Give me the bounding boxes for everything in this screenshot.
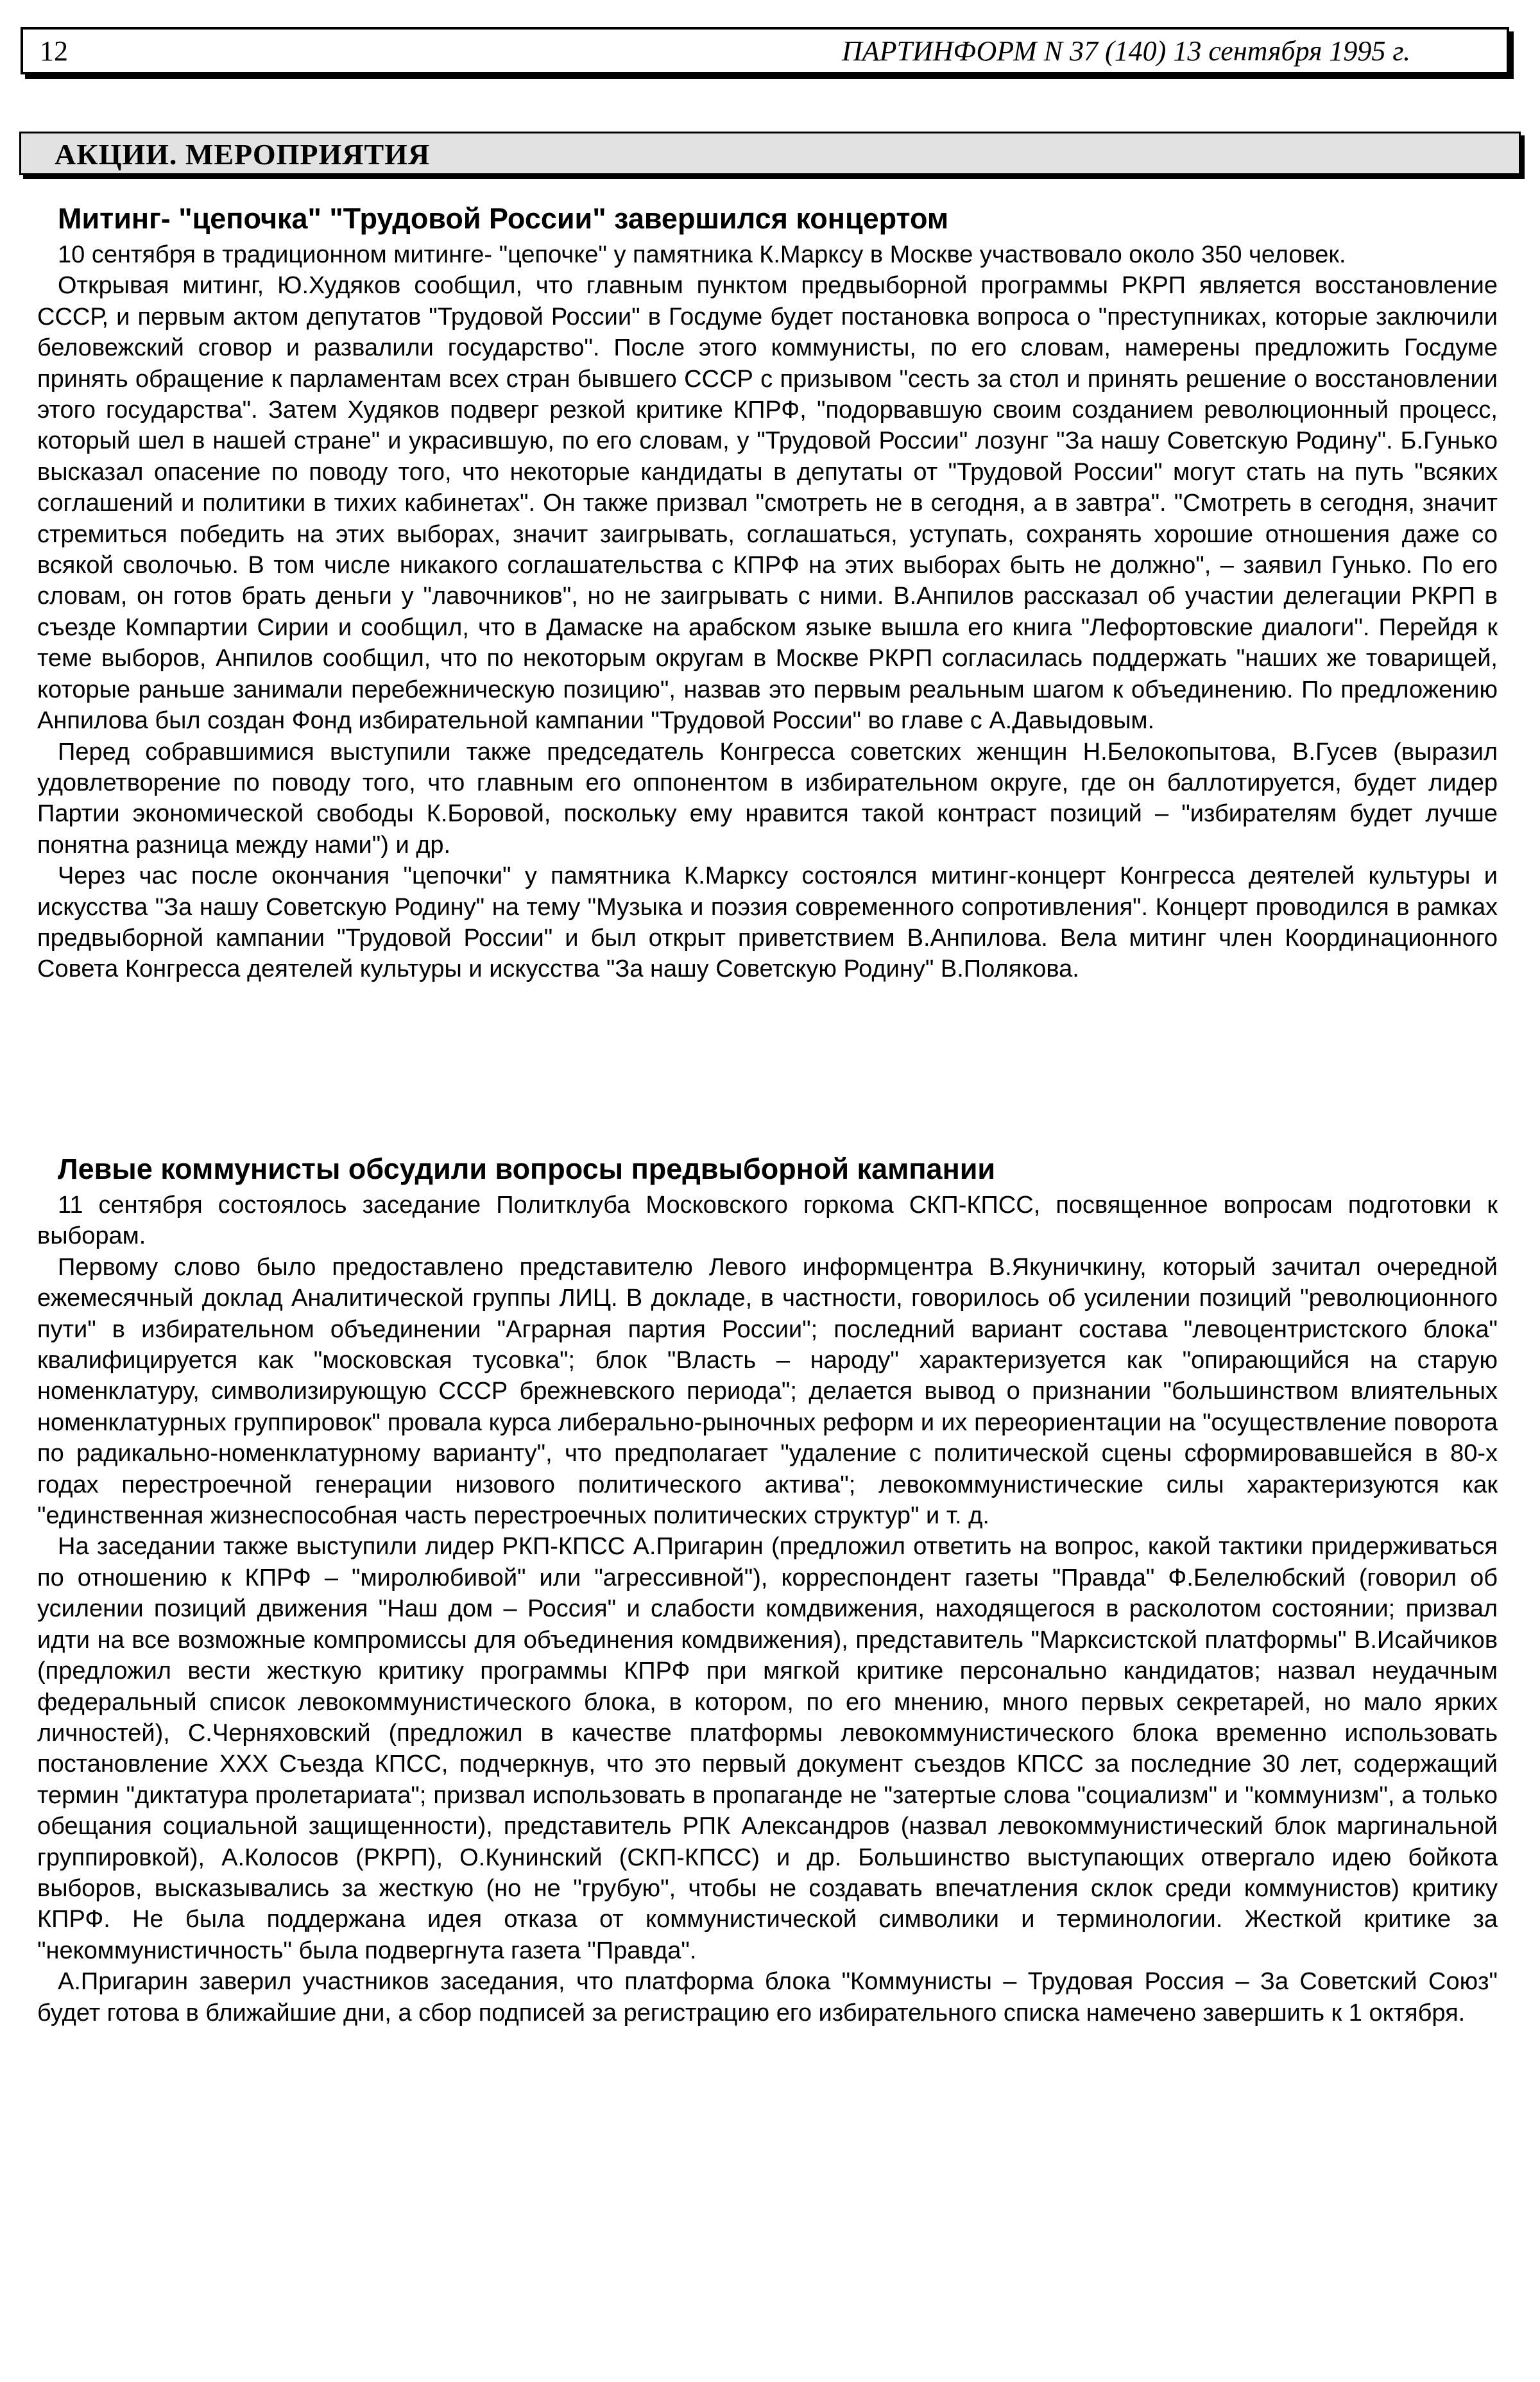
article-title: Митинг- "цепочка" "Трудовой России" завершился концертом bbox=[58, 202, 949, 235]
article-paragraph: Первому слово было предоставлено представителю Левого информцентра В.Якуничкину, который зачитал очередной ежемесячный доклад Аналитической группы ЛИЦ. В докладе, в частности, говорилось об усилении позиций "революционного пути" в избирательном объединении "Аграрная партия России"; последний вариант состава "левоцентристского блока" квалифицируется как "московская тусовка"; блок "Власть – народу" характеризуется как "опирающийся на старую номенклатуру, символизирующую СССР брежневского периода"; делается вывод о признании "большинством влиятельных номенклатурных группировок" провала курса либерально-рыночных реформ и их переориентации на "осуществление поворота по радикально-номенклатурному варианту", что предполагает "удаление с политической сцены сформировавшейся в 80-х годах перестроечной генерации низового политического актива"; левокоммунистические силы характеризуются как "единственная жизнеспособная часть перестроечных политических структур" и т. д. bbox=[37, 1253, 1498, 1530]
section-title: АКЦИИ. МЕРОПРИЯТИЯ bbox=[55, 138, 431, 171]
article-paragraph: 10 сентября в традиционном митинге- "цепочке" у памятника К.Марксу в Москве участвовало около 350 человек. bbox=[58, 241, 1346, 268]
issue-info: ПАРТИНФОРМ N 37 (140) 13 сентября 1995 г. bbox=[842, 35, 1410, 67]
page-header bbox=[21, 27, 1509, 74]
article-paragraph: А.Пригарин заверил участников заседания, что платформа блока "Коммунисты – Трудовая Россия – За Советский Союз" будет готова в ближайшие дни, а сбор подписей за регистрацию его избирательного списка намечено завершить к 1 октября. bbox=[37, 1968, 1498, 2026]
article-rally bbox=[37, 201, 1498, 985]
article-paragraph: Перед собравшимися выступили также председатель Конгресса советских женщин Н.Белокопытова, В.Гусев (выразил удовлетворение по поводу того, что главным его оппонентом в избирательном округе, где он баллотируется, будет лидер Партии экономической свободы К.Боровой, поскольку ему нравится такой контраст позиций – "избирателям будет лучше понятна разница между нами") и др. bbox=[37, 738, 1498, 859]
article-paragraph: Открывая митинг, Ю.Худяков сообщил, что главным пунктом предвыборной программы РКРП является восстановление СССР, и первым актом депутатов "Трудовой России" в Госдуме будет постановка вопроса о "преступниках, которые заключили беловежский сговор и развалили государство". После этого коммунисты, по его словам, намерены предложить Госдуме принять обращение к парламентам всех стран бывшего СССР с призывом "сесть за стол и принять решение о восстановлении этого государства". Затем Худяков подверг резкой критике КПРФ, "подорвавшую своим созданием революционный процесс, который шел в нашей стране" и украсившую, по его словам, у "Трудовой России" лозунг "За нашу Советскую Родину". Б.Гунько высказал опасение по поводу того, что некоторые кандидаты в депутаты от "Трудовой России" могут стать на путь "всяких соглашений и политики в тихих кабинетах". Он также призвал "смотреть не в сегодня, а в завтра". "Смотреть в сегодня, значит стремиться победить на этих выборах, значит заигрывать, соглашаться, уступать, сохранять хорошие отношения даже со всякой сволочью. В том числе никакого соглашательства с КПРФ на этих выборах быть не должно", – заявил Гунько. По его словам, он готов брать деньги у "лавочников", но не заигрывать с ними. В.Анпилов рассказал об участии делегации РКРП в съезде Компартии Сирии и сообщил, что в Дамаске на арабском языке вышла его книга "Лефортовские диалоги". Перейдя к теме выборов, Анпилов сообщил, что по некоторым округам в Москве РКРП согласилась поддержать "наших же товарищей, которые раньше занимали перебежническую позицию", назвав это первым реальным шагом к объединению. По предложению Анпилова был создан Фонд избирательной кампании "Трудовой России" во главе с А.Давыдовым. bbox=[37, 272, 1498, 735]
section-header bbox=[19, 132, 1521, 175]
article-paragraph: 11 сентября состоялось заседание Политклуба Московского горкома СКП-КПСС, посвященное вопросам подготовки к выборам. bbox=[37, 1192, 1498, 1250]
article-paragraph: На заседании также выступили лидер РКП-КПСС А.Пригарин (предложил ответить на вопрос, какой тактики придерживаться по отношению к КПРФ – "миролюбивой" или "агрессивной"), корреспондент газеты "Правда" Ф.Белелюбский (говорил об усилении позиций движения "Наш дом – Россия" и слабости комдвижения, находящегося в расколотом состоянии; призвал идти на все возможные компромиссы для объединения комдвижения), представитель "Марксистской платформы" В.Исайчиков (предложил вести жесткую критику программы КПРФ при мягкой критике персонально кандидатов; назвал неудачным федеральный список левокоммунистического блока, в котором, по его мнению, много первых секретарей, но мало ярких личностей), С.Черняховский (предложил в качестве платформы левокоммунистического блока временно использовать постановление XXX Съезда КПСС, подчеркнув, что это первый документ съездов КПСС за последние 30 лет, содержащий термин "диктатура пролетариата"; призвал использовать в пропаганде не "затертые слова "социализм" и "коммунизм", а только обещания социальной защищенности), представитель РПК Александров (назвал левокоммунистический блок маргинальной группировкой), А.Колосов (РКРП), О.Кунинский (СКП-КПСС) и др. Большинство выступающих отвергало идею бойкота выборов, высказывались за жесткую (но не "грубую", чтобы не создавать впечатления склок среди коммунистов) критику КПРФ. Не была поддержана идея отказа от коммунистической символики и терминологии. Жесткой критике за "некоммунистичность" была подвергнута газета "Правда". bbox=[37, 1533, 1498, 1964]
article-left-communists bbox=[37, 1151, 1498, 2028]
article-paragraph: Через час после окончания "цепочки" у памятника К.Марксу состоялся митинг-концерт Конгресса деятелей культуры и искусства "За нашу Советскую Родину" на тему "Музыка и поэзия современного сопротивления". Концерт проводился в рамках предвыборной кампании "Трудовой России" и был открыт приветствием В.Анпилова. Вела митинг член Координационного Совета Конгресса деятелей культуры и искусства "За нашу Советскую Родину" В.Полякова. bbox=[37, 862, 1498, 983]
article-title: Левые коммунисты обсудили вопросы предвыборной кампании bbox=[58, 1152, 996, 1185]
page-number: 12 bbox=[40, 35, 68, 67]
